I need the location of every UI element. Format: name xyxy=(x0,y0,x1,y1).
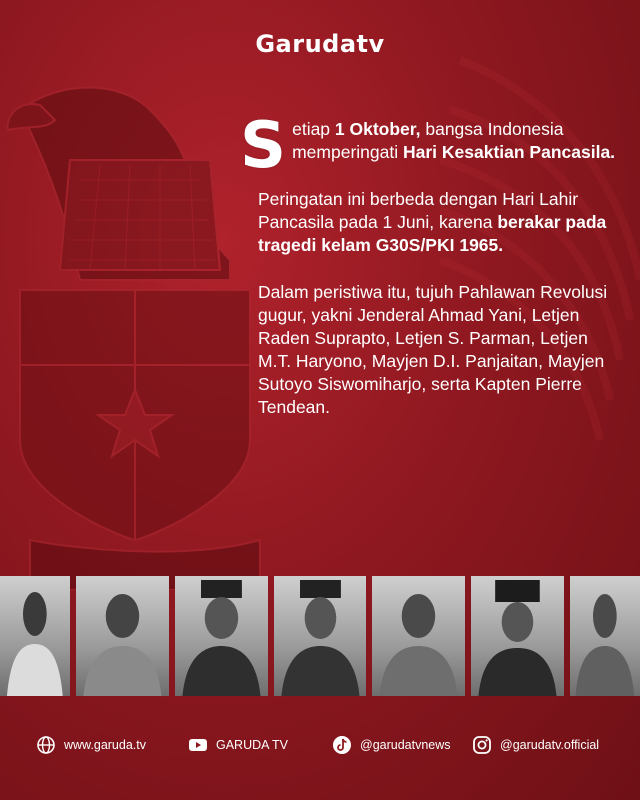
article-body xyxy=(240,109,618,419)
portrait-photo xyxy=(175,576,268,696)
tiktok-link[interactable] xyxy=(332,735,451,755)
portrait-photo xyxy=(76,576,169,696)
tiktok-text: @garudatvnews xyxy=(360,738,451,752)
tiktok-icon xyxy=(332,735,352,755)
instagram-link[interactable] xyxy=(472,735,599,755)
youtube-text: GARUDA TV xyxy=(216,738,289,752)
website-link[interactable] xyxy=(36,735,146,755)
website-text: www.garuda.tv xyxy=(64,738,146,752)
portrait-photo xyxy=(471,576,564,696)
youtube-link[interactable] xyxy=(188,735,288,755)
portrait-photo xyxy=(0,576,70,696)
youtube-icon xyxy=(188,735,208,755)
p1-text-a: etiap xyxy=(292,119,335,139)
portrait-photo xyxy=(570,576,640,696)
footer xyxy=(0,730,640,760)
portrait-photo xyxy=(274,576,367,696)
garudatv-logo: Garudatv xyxy=(255,30,385,58)
paragraph-1 xyxy=(240,109,618,183)
hero-photos-strip xyxy=(0,576,640,696)
portrait-photo xyxy=(372,576,465,696)
paragraph-3: Dalam peristiwa itu, tujuh Pahlawan Revolusi gugur, yakni Jenderal Ahmad Yani, Letjen Raden Suprapto, Letjen S. Parman, Letjen M.T. Haryono, Mayjen D.I. Panjaitan, Mayjen Sutoyo Siswomiharjo, serta Kapten Pierre Tendean. xyxy=(258,282,608,417)
p1-date: 1 Oktober, xyxy=(334,119,421,139)
drop-cap: S xyxy=(240,109,287,183)
p2-text-a: Peringatan ini berbeda dengan Hari Lahir Pancasila pada 1 Juni, karena xyxy=(258,189,579,232)
instagram-icon xyxy=(472,735,492,755)
p1-text-c: bangsa Indonesia memperingati xyxy=(292,119,564,162)
globe-icon xyxy=(36,735,56,755)
p2-tragedy: berakar pada tragedi kelam G30S/PKI 1965. xyxy=(258,212,607,255)
paragraph-2 xyxy=(258,188,618,257)
p1-hari-kesaktian: Hari Kesaktian Pancasila. xyxy=(402,142,616,162)
instagram-text: @garudatv.official xyxy=(500,738,600,752)
